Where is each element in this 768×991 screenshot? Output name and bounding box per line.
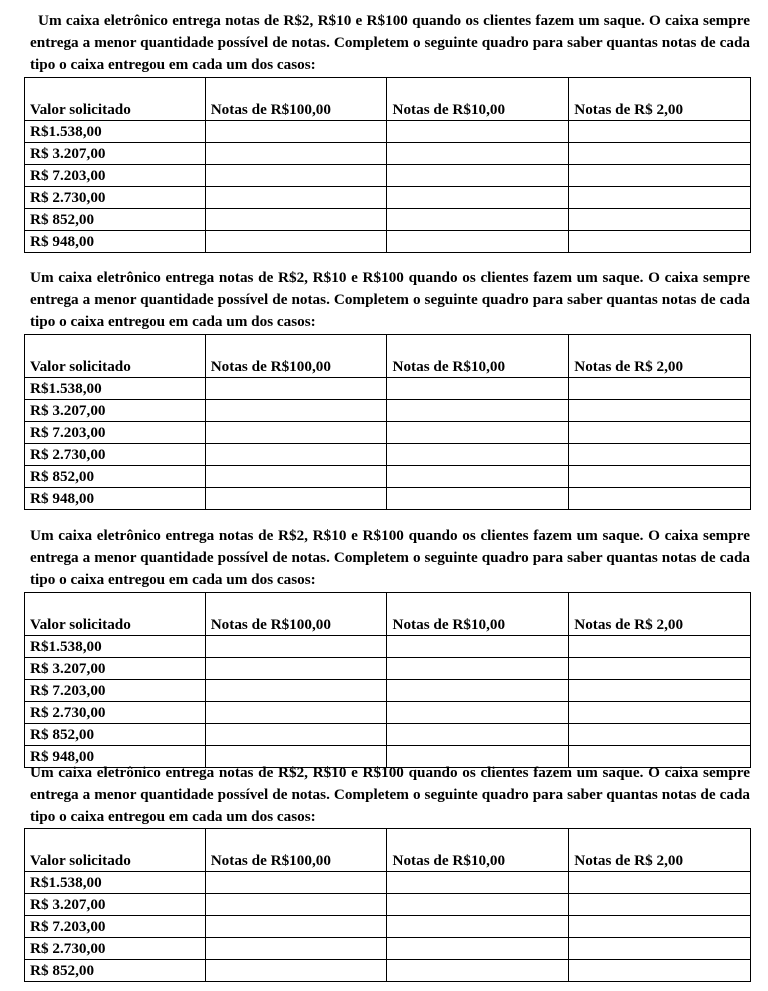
amount-cell: R$1.538,00 xyxy=(25,378,206,400)
answer-cell[interactable] xyxy=(205,400,387,422)
amount-cell: R$1.538,00 xyxy=(25,636,206,658)
answer-cell[interactable] xyxy=(387,121,569,143)
table-row xyxy=(25,938,751,960)
answer-cell[interactable] xyxy=(387,488,569,510)
answer-cell[interactable] xyxy=(205,938,387,960)
table-row xyxy=(25,187,751,209)
answer-cell[interactable] xyxy=(387,894,569,916)
exercise-statement: Um caixa eletrônico entrega notas de R$2, R$10 e R$100 quando os clientes fazem um saque. O caixa sempre entrega a menor quantidade possível de notas. Completem o seguinte quadro para saber quantas notas de cada tipo o caixa entregou em cada um dos casos: xyxy=(30,269,750,330)
answer-cell[interactable] xyxy=(569,658,751,680)
amount-cell: R$ 2.730,00 xyxy=(25,444,206,466)
answer-cell[interactable] xyxy=(205,488,387,510)
table-row xyxy=(25,488,751,510)
exercise-statement: Um caixa eletrônico entrega notas de R$2, R$10 e R$100 quando os clientes fazem um saque. O caixa sempre entrega a menor quantidade possível de notas. Completem o seguinte quadro para saber quantas notas de cada tipo o caixa entregou em cada um dos casos: xyxy=(30,527,750,588)
answer-cell[interactable] xyxy=(387,636,569,658)
header-cell: Notas de R$100,00 xyxy=(205,829,387,872)
table-row xyxy=(25,444,751,466)
amount-cell: R$ 852,00 xyxy=(25,209,206,231)
amount-cell: R$ 3.207,00 xyxy=(25,400,206,422)
header-cell: Notas de R$ 2,00 xyxy=(569,829,751,872)
answer-cell[interactable] xyxy=(387,209,569,231)
table-header-row xyxy=(25,335,751,378)
answer-cell[interactable] xyxy=(569,165,751,187)
answer-cell[interactable] xyxy=(205,636,387,658)
header-cell: Valor solicitado xyxy=(25,829,206,872)
answer-cell[interactable] xyxy=(569,894,751,916)
amount-cell: R$ 2.730,00 xyxy=(25,938,206,960)
answer-cell[interactable] xyxy=(205,422,387,444)
answer-cell[interactable] xyxy=(387,680,569,702)
answer-cell[interactable] xyxy=(569,938,751,960)
header-cell: Notas de R$100,00 xyxy=(205,78,387,121)
answer-cell[interactable] xyxy=(205,916,387,938)
table-row xyxy=(25,378,751,400)
header-cell: Valor solicitado xyxy=(25,335,206,378)
answer-cell[interactable] xyxy=(387,165,569,187)
answer-cell[interactable] xyxy=(569,724,751,746)
answer-cell[interactable] xyxy=(569,422,751,444)
answer-cell[interactable] xyxy=(569,702,751,724)
answer-cell[interactable] xyxy=(569,187,751,209)
answer-cell[interactable] xyxy=(569,960,751,982)
answer-cell[interactable] xyxy=(387,378,569,400)
table-row xyxy=(25,422,751,444)
table-header-row xyxy=(25,593,751,636)
answer-cell[interactable] xyxy=(569,466,751,488)
exercise-statement: Um caixa eletrônico entrega notas de R$2, R$10 e R$100 quando os clientes fazem um saque. O caixa sempre entrega a menor quantidade possível de notas. Completem o seguinte quadro para saber quantas notas de cada tipo o caixa entregou em cada um dos casos: xyxy=(30,764,750,825)
answer-cell[interactable] xyxy=(569,378,751,400)
answer-table xyxy=(24,77,751,253)
amount-cell: R$ 7.203,00 xyxy=(25,680,206,702)
answer-table xyxy=(24,828,751,982)
answer-cell[interactable] xyxy=(569,143,751,165)
answer-cell[interactable] xyxy=(387,960,569,982)
exercise-2 xyxy=(24,267,750,507)
answer-table xyxy=(24,334,751,510)
answer-cell[interactable] xyxy=(387,400,569,422)
amount-cell: R$ 3.207,00 xyxy=(25,143,206,165)
answer-cell[interactable] xyxy=(569,488,751,510)
header-cell: Valor solicitado xyxy=(25,78,206,121)
answer-cell[interactable] xyxy=(205,466,387,488)
table-row xyxy=(25,209,751,231)
answer-cell[interactable] xyxy=(569,444,751,466)
header-cell: Notas de R$10,00 xyxy=(387,335,569,378)
answer-cell[interactable] xyxy=(387,872,569,894)
answer-table xyxy=(24,592,751,768)
answer-cell[interactable] xyxy=(569,121,751,143)
answer-cell[interactable] xyxy=(205,121,387,143)
answer-cell[interactable] xyxy=(387,702,569,724)
answer-cell[interactable] xyxy=(205,165,387,187)
amount-cell: R$ 3.207,00 xyxy=(25,894,206,916)
answer-cell[interactable] xyxy=(205,702,387,724)
header-cell: Notas de R$10,00 xyxy=(387,78,569,121)
answer-cell[interactable] xyxy=(205,444,387,466)
answer-cell[interactable] xyxy=(569,636,751,658)
answer-cell[interactable] xyxy=(387,422,569,444)
table-row xyxy=(25,231,751,253)
amount-cell: R$ 852,00 xyxy=(25,466,206,488)
exercise-statement: Um caixa eletrônico entrega notas de R$2, R$10 e R$100 quando os clientes fazem um saque. O caixa sempre entrega a menor quantidade possível de notas. Completem o seguinte quadro para saber quantas notas de cada tipo o caixa entregou em cada um dos casos: xyxy=(30,12,750,73)
header-cell: Valor solicitado xyxy=(25,593,206,636)
answer-cell[interactable] xyxy=(205,894,387,916)
answer-cell[interactable] xyxy=(387,938,569,960)
amount-cell: R$ 7.203,00 xyxy=(25,916,206,938)
amount-cell: R$ 852,00 xyxy=(25,960,206,982)
table-row xyxy=(25,165,751,187)
answer-cell[interactable] xyxy=(205,960,387,982)
answer-cell[interactable] xyxy=(569,872,751,894)
amount-cell: R$ 2.730,00 xyxy=(25,187,206,209)
amount-cell: R$ 2.730,00 xyxy=(25,702,206,724)
table-row xyxy=(25,121,751,143)
answer-cell[interactable] xyxy=(205,680,387,702)
table-row xyxy=(25,658,751,680)
table-row xyxy=(25,143,751,165)
amount-cell: R$ 7.203,00 xyxy=(25,422,206,444)
header-cell: Notas de R$10,00 xyxy=(387,593,569,636)
amount-cell: R$ 3.207,00 xyxy=(25,658,206,680)
answer-cell[interactable] xyxy=(387,724,569,746)
exercise-4 xyxy=(24,762,750,979)
answer-cell[interactable] xyxy=(569,400,751,422)
amount-cell: R$1.538,00 xyxy=(25,872,206,894)
table-row xyxy=(25,894,751,916)
header-cell: Notas de R$ 2,00 xyxy=(569,593,751,636)
header-cell: Notas de R$10,00 xyxy=(387,829,569,872)
table-row xyxy=(25,400,751,422)
table-row xyxy=(25,680,751,702)
amount-cell: R$ 948,00 xyxy=(25,231,206,253)
answer-cell[interactable] xyxy=(205,231,387,253)
answer-cell[interactable] xyxy=(205,143,387,165)
amount-cell: R$ 948,00 xyxy=(25,746,206,768)
answer-cell[interactable] xyxy=(387,466,569,488)
answer-cell[interactable] xyxy=(205,724,387,746)
exercise-3 xyxy=(24,525,750,765)
table-header-row xyxy=(25,829,751,872)
amount-cell: R$ 852,00 xyxy=(25,724,206,746)
header-cell: Notas de R$ 2,00 xyxy=(569,78,751,121)
answer-cell[interactable] xyxy=(387,143,569,165)
answer-cell[interactable] xyxy=(387,658,569,680)
answer-cell[interactable] xyxy=(569,916,751,938)
table-row xyxy=(25,466,751,488)
table-row xyxy=(25,636,751,658)
answer-cell[interactable] xyxy=(387,444,569,466)
answer-cell[interactable] xyxy=(569,231,751,253)
answer-cell[interactable] xyxy=(205,872,387,894)
exercise-1 xyxy=(24,10,750,250)
amount-cell: R$1.538,00 xyxy=(25,121,206,143)
answer-cell[interactable] xyxy=(569,680,751,702)
answer-cell[interactable] xyxy=(205,209,387,231)
answer-cell[interactable] xyxy=(205,187,387,209)
table-row xyxy=(25,916,751,938)
amount-cell: R$ 948,00 xyxy=(25,488,206,510)
table-header-row xyxy=(25,78,751,121)
amount-cell: R$ 7.203,00 xyxy=(25,165,206,187)
answer-cell[interactable] xyxy=(387,231,569,253)
answer-cell[interactable] xyxy=(569,209,751,231)
answer-cell[interactable] xyxy=(205,378,387,400)
answer-cell[interactable] xyxy=(387,187,569,209)
header-cell: Notas de R$100,00 xyxy=(205,593,387,636)
header-cell: Notas de R$100,00 xyxy=(205,335,387,378)
header-cell: Notas de R$ 2,00 xyxy=(569,335,751,378)
table-row xyxy=(25,960,751,982)
answer-cell[interactable] xyxy=(387,916,569,938)
table-row xyxy=(25,702,751,724)
table-row xyxy=(25,872,751,894)
answer-cell[interactable] xyxy=(205,658,387,680)
table-row xyxy=(25,724,751,746)
